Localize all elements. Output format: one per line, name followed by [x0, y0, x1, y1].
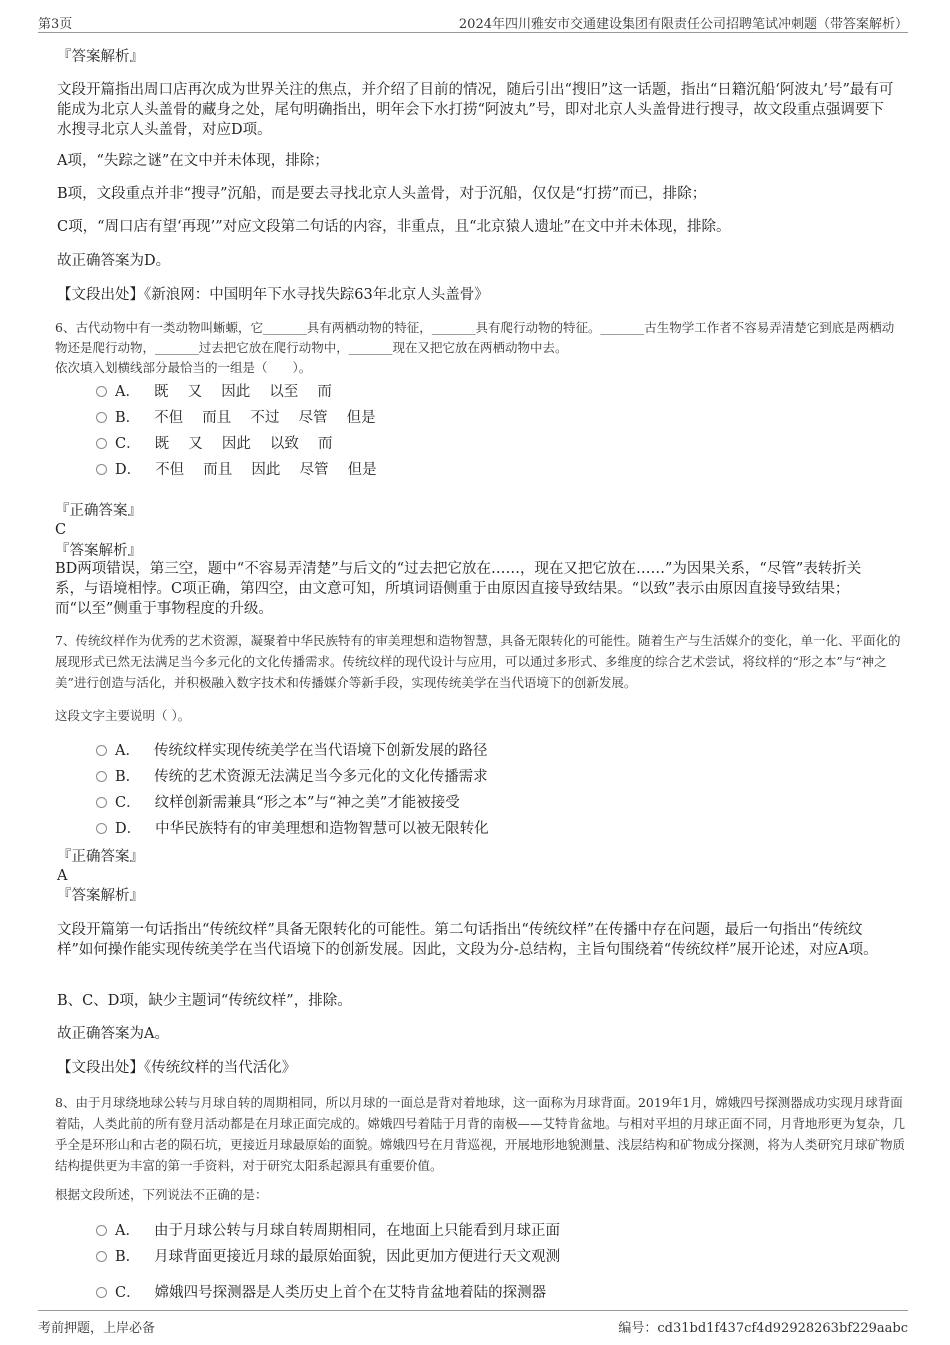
radio-icon[interactable]	[96, 1225, 107, 1236]
page-footer	[38, 1310, 908, 1337]
q5-analysis-para: 文段开篇指出周口店再次成为世界关注的焦点，并介绍了目前的情况，随后引出“搜旧”这一话题，指出“日籍沉船‘阿波丸’号”最有可能成为北京人头盖骨的藏身之处，尾句明确指出，明年会下水打捞“阿波丸”号，即对北京人头盖骨进行搜寻，故文段重点强调要下水搜寻北京人头盖骨，对应D项。	[57, 82, 894, 138]
radio-icon[interactable]	[96, 823, 107, 834]
q7-analysis-note: B、C、D项，缺少主题词“传统纹样”，排除。	[57, 993, 352, 1009]
q7-prompt: 这段文字主要说明（ ）。	[55, 708, 191, 723]
q7-answer-label: 『正确答案』	[57, 849, 144, 865]
q7-option-c[interactable]: C． 纹样创新需兼具“形之本”与“神之美”才能被接受	[96, 793, 460, 813]
radio-icon[interactable]	[96, 745, 107, 756]
q5-option-c-note: C项，“周口店有望‘再现’”对应文段第二句话的内容，非重点，且“北京猿人遗址”在文中并未体现，排除。	[57, 219, 731, 235]
radio-icon[interactable]	[96, 412, 107, 423]
q8-option-c[interactable]: C． 嫦娥四号探测器是人类历史上首个在艾特肯盆地着陆的探测器	[96, 1283, 546, 1303]
document-title: 2024年四川雅安市交通建设集团有限责任公司招聘笔试冲刺题（带答案解析）	[458, 17, 908, 32]
q8-prompt: 根据文段所述，下列说法不正确的是：	[55, 1187, 268, 1202]
radio-icon[interactable]	[96, 464, 107, 475]
q5-conclusion: 故正确答案为D。	[57, 253, 171, 269]
q6-analysis-label: 『答案解析』	[55, 543, 142, 559]
page-header	[38, 10, 908, 33]
radio-icon[interactable]	[96, 386, 107, 397]
q5-option-b-note: B项，文段重点并非“搜寻”沉船，而是要去寻找北京人头盖骨，对于沉船，仅仅是“打捞”而已，排除；	[57, 186, 707, 202]
q6-text: 6、古代动物中有一类动物叫蜥螈，它_______具有两栖动物的特征，_______具有爬行动物的特征。_______古生物学工作者不容易弄清楚它到底是两栖动物还是爬行动物，_______过去把它放在爬行动物中，_______现在又把它放在两栖动物中去。	[55, 320, 895, 355]
footer-code: 编号：cd31bd1f437cf4d92928263bf229aabc	[618, 1321, 908, 1336]
q6-answer: C	[55, 522, 67, 538]
radio-icon[interactable]	[96, 797, 107, 808]
q6-option-d[interactable]: D． 不但 而且 因此 尽管 但是	[96, 460, 377, 480]
q7-option-d[interactable]: D． 中华民族特有的审美理想和造物智慧可以被无限转化	[96, 819, 489, 839]
q6-analysis: BD两项错误，第三空，题中“不容易弄清楚”与后文的“过去把它放在……，现在又把它放在……”为因果关系，“尽管”表转折关系，与语境相悖。C项正确，第四空，由文意可知，所填词语侧重于由原因直接导致结果。“以致”表示由原因直接导致结果；而“以至”侧重于事物程度的升级。	[55, 561, 862, 617]
q7-answer: A	[57, 868, 68, 884]
page-number: 第3页	[38, 17, 73, 32]
q7-option-b[interactable]: B． 传统的艺术资源无法满足当今多元化的文化传播需求	[96, 767, 488, 787]
q6-answer-label: 『正确答案』	[55, 503, 142, 519]
q8-option-b[interactable]: B． 月球背面更接近月球的最原始面貌，因此更加方便进行天文观测	[96, 1247, 560, 1267]
q7-option-a[interactable]: A． 传统纹样实现传统美学在当代语境下创新发展的路径	[96, 741, 487, 761]
q5-source: 【文段出处】《新浪网：中国明年下水寻找失踪63年北京人头盖骨》	[57, 287, 489, 303]
q7-analysis-label: 『答案解析』	[57, 888, 144, 904]
q5-analysis-label: 『答案解析』	[57, 49, 144, 65]
radio-icon[interactable]	[96, 1251, 107, 1262]
radio-icon[interactable]	[96, 1287, 107, 1298]
radio-icon[interactable]	[96, 438, 107, 449]
q6-option-a[interactable]: A． 既 又 因此 以至 而	[96, 382, 332, 402]
q6-option-c[interactable]: C． 既 又 因此 以致 而	[96, 434, 333, 454]
radio-icon[interactable]	[96, 771, 107, 782]
q6-prompt: 依次填入划横线部分最恰当的一组是（ ）。	[55, 360, 312, 375]
q7-source: 【文段出处】《传统纹样的当代活化》	[57, 1060, 297, 1076]
q6-option-b[interactable]: B． 不但 而且 不过 尽管 但是	[96, 408, 376, 428]
q8-option-a[interactable]: A． 由于月球公转与月球自转周期相同，在地面上只能看到月球正面	[96, 1221, 560, 1241]
q7-conclusion: 故正确答案为A。	[57, 1026, 169, 1042]
footer-slogan: 考前押题，上岸必备	[38, 1321, 156, 1336]
q7-text: 7、传统纹样作为优秀的艺术资源，凝聚着中华民族特有的审美理想和造物智慧，具备无限转化的可能性。随着生产与生活媒介的变化，单一化、平面化的展现形式已然无法满足当今多元化的文化传播需求。传统纹样的现代设计与应用，可以通过多形式、多维度的综合艺术尝试，将纹样的“形之本”与“神之美”进行创造与活化，并积极融入数字技术和传播媒介等新手段，实现传统美学在当代语境下的创新发展。	[55, 633, 901, 690]
q5-option-a-note: A项，“失踪之谜”在文中并未体现，排除；	[57, 153, 329, 169]
q7-analysis-para: 文段开篇第一句话指出“传统纹样”具备无限转化的可能性。第二句话指出“传统纹样”在传播中存在问题，最后一句指出“传统纹样”如何操作能实现传统美学在当代语境下的创新发展。因此，文段为分-总结构，主旨句围绕着“传统纹样”展开论述，对应A项。	[57, 922, 878, 958]
q8-text: 8、由于月球绕地球公转与月球自转的周期相同，所以月球的一面总是背对着地球，这一面称为月球背面。2019年1月，嫦娥四号探测器成功实现月球背面着陆，人类此前的所有登月活动都是在月球正面完成的。嫦娥四号着陆于月背的南极——艾特肯盆地。与相对平坦的月球正面不同，月背地形更为复杂，几乎全是环形山和古老的陨石坑，更接近月球最原始的面貌。嫦娥四号在月背巡视，开展地形地貌测量、浅层结构和矿物成分探测，将为人类研究月球矿物质结构提供更为丰富的第一手资料，对于研究太阳系起源具有重要价值。	[55, 1095, 906, 1173]
